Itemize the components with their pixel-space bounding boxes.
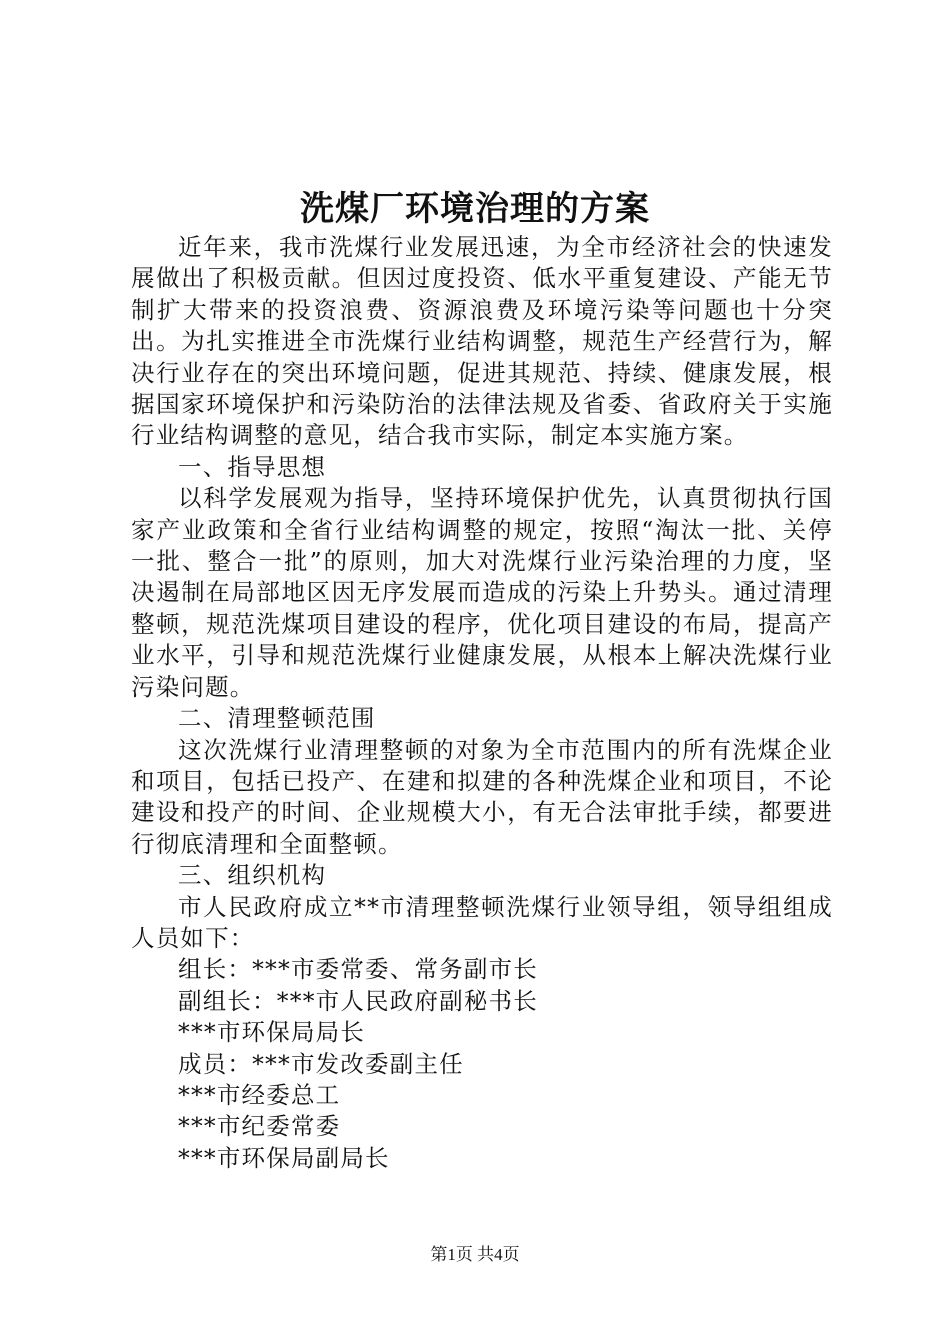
member-line: 组长：***市委常委、常务副市长: [178, 955, 538, 984]
section-paragraph-organization: 市人民政府成立**市清理整顿洗煤行业领导组，领导组组成人员如下：: [131, 892, 833, 952]
section-heading-scope: 二、清理整顿范围: [178, 704, 376, 733]
member-line: ***市经委总工: [178, 1080, 341, 1109]
member-line: 成员：***市发改委副主任: [178, 1049, 464, 1078]
document-body: [131, 232, 833, 1174]
member-line: ***市环保局副局长: [178, 1143, 390, 1172]
section-paragraph-scope: 这次洗煤行业清理整顿的对象为全市范围内的所有洗煤企业和项目，包括已投产、在建和拟建的各种洗煤企业和项目，不论建设和投产的时间、企业规模大小，有无合法审批手续，都要进行彻底清理和全面整顿。: [131, 735, 833, 858]
page-number-footer: 第1页 共4页: [430, 1245, 520, 1264]
member-line: ***市环保局局长: [178, 1018, 366, 1047]
section-heading-guiding-ideology: 一、指导思想: [178, 452, 327, 481]
section-heading-organization: 三、组织机构: [178, 861, 327, 890]
member-line: ***市纪委常委: [178, 1112, 341, 1141]
member-line: 副组长：***市人民政府副秘书长: [178, 986, 538, 1015]
section-paragraph-guiding-ideology: 以科学发展观为指导，坚持环境保护优先，认真贯彻执行国家产业政策和全省行业结构调整的规定，按照“淘汰一批、关停一批、整合一批”的原则，加大对洗煤行业污染治理的力度，坚决遏制在局部地区因无序发展而造成的污染上升势头。通过清理整顿，规范洗煤项目建设的程序，优化项目建设的布局，提高产业水平，引导和规范洗煤行业健康发展，从根本上解决洗煤行业污染问题。: [131, 484, 833, 701]
document-title: 洗煤厂环境治理的方案: [300, 189, 650, 229]
intro-paragraph: 近年来，我市洗煤行业发展迅速，为全市经济社会的快速发展做出了积极贡献。但因过度投资、低水平重复建设、产能无节制扩大带来的投资浪费、资源浪费及环境污染等问题也十分突出。为扎实推进全市洗煤行业结构调整，规范生产经营行为，解决行业存在的突出环境问题，促进其规范、持续、健康发展，根据国家环境保护和污染防治的法律法规及省委、省政府关于实施行业结构调整的意见，结合我市实际，制定本实施方案。: [131, 233, 833, 450]
